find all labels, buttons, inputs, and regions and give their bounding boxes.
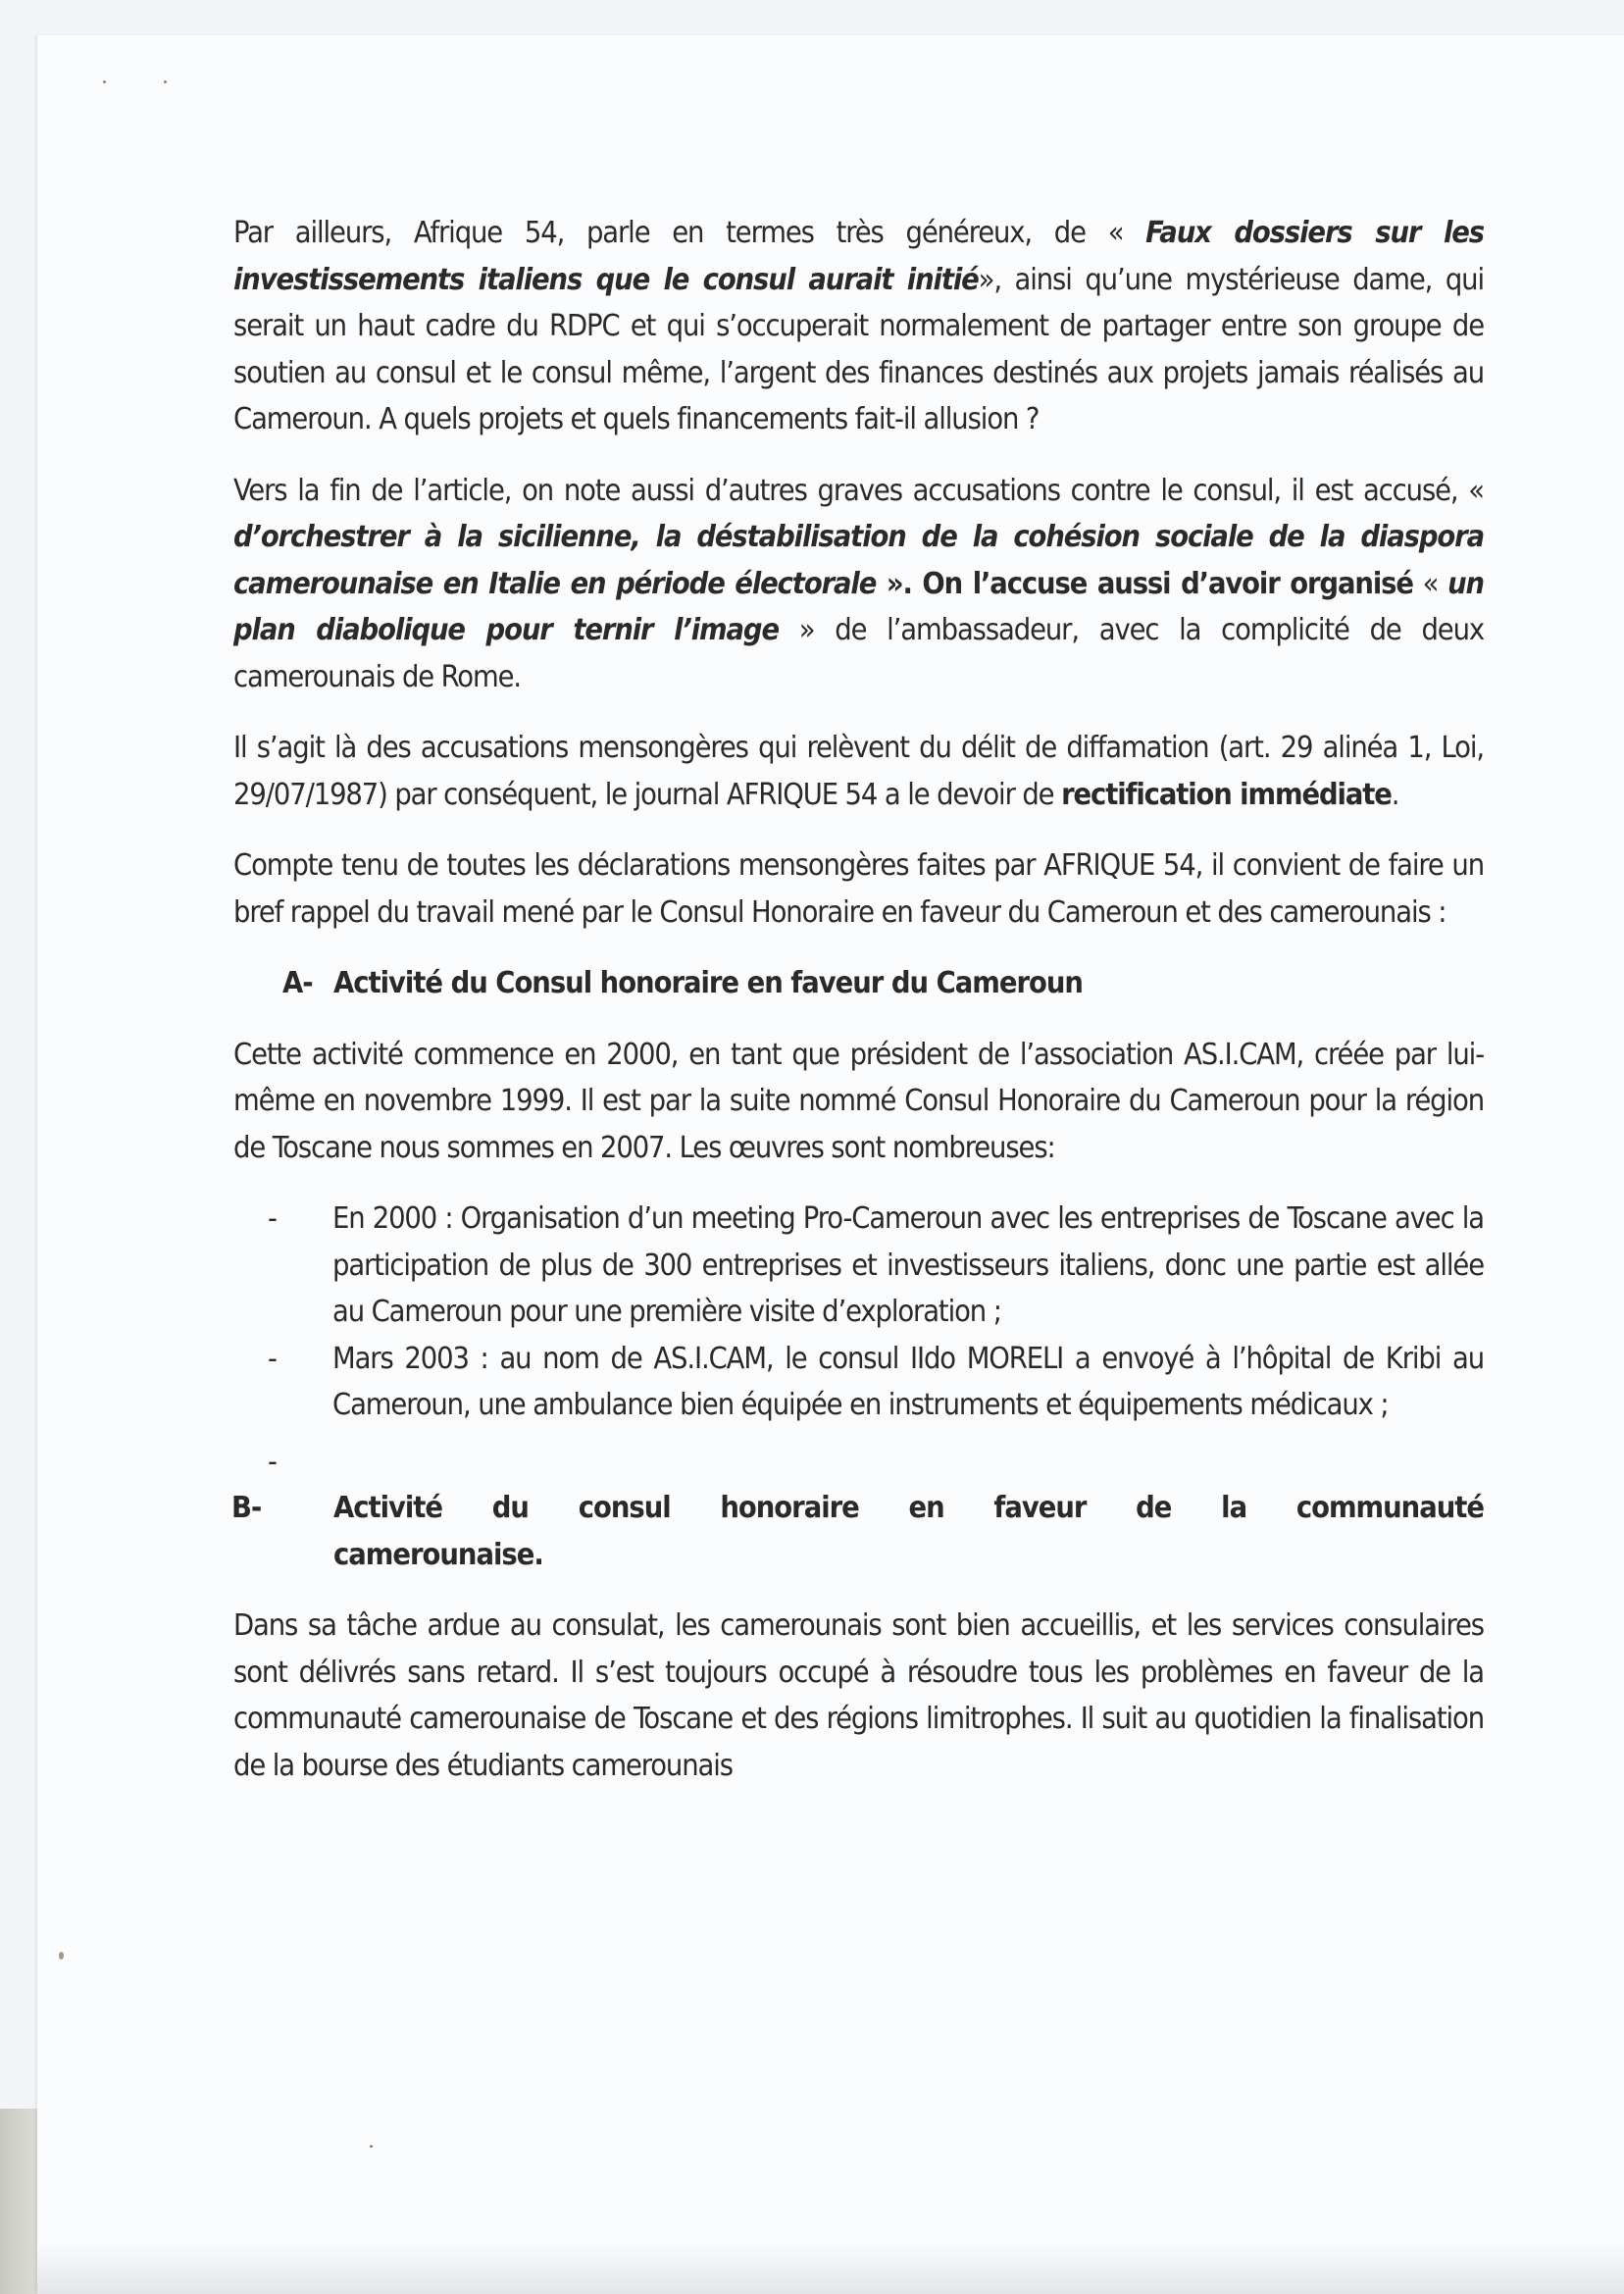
section-title: Activité du consul honoraire en faveur de la communauté camerounaise. [333,1491,1484,1572]
paragraph-community-services: Dans sa tâche ardue au consulat, les camerounais sont bien accueillis, et les services consulaires sont délivrés sans retard. Il s’est toujours occupé à résoudre tous les problèmes en faveur de la communauté camerounaise de Toscane et des régions limitrophes. Il suit au quotidien la finalisation de la bourse des étudiants camerounais [233,1608,1484,1783]
list-item [268,1196,1484,1336]
text: . [1391,777,1399,812]
list-item [268,1336,1484,1429]
scan-speck [59,1952,64,1960]
quoted-claim: Faux dossiers sur les investissements italiens que le consul aurait initié [233,216,1484,297]
section-number: A- [282,966,313,1000]
text: », ainsi qu’une mystérieuse dame, qui serait un haut cadre du RDPC et qui s’occuperait normalement de partager entre son groupe de soutien au consul et le consul même, l’argent des finances destinés aux projets jamais réalisés au Cameroun. A quels projets et quels financements fait-il allusion ? [233,262,1484,436]
section-a-heading [233,960,1484,1007]
list-item-text: En 2000 : Organisation d’un meeting Pro-Cameroun avec les entreprises de Toscane avec la participation de plus de 300 entreprises et investisseurs italiens, donc une partie est allée au Cameroun pour une première visite d’exploration ; [332,1201,1484,1329]
paragraph-activity-start: Cette activité commence en 2000, en tant que président de l’association AS.I.CAM, créée par lui-même en novembre 1999. Il est par la suite nommé Consul Honoraire du Cameroun pour la région de Toscane nous sommes en 2007. Les œuvres sont nombreuses: [233,1037,1484,1165]
bold-text: On l’accuse aussi d’avoir organisé [922,566,1413,601]
dash-bullet: - [268,1444,278,1479]
scan-edge [0,2109,37,2294]
works-list [233,1196,1484,1429]
text: Vers la fin de l’article, on note aussi d’autres graves accusations contre le consul, il est accusé, « [233,473,1484,508]
paragraph-afrique54-claims [233,210,1484,443]
text: Par ailleurs, Afrique 54, parle en termes très généreux, de « [233,216,1146,250]
paragraph-accusations [233,468,1484,701]
scan-speck [370,2145,373,2148]
section-title: Activité du Consul honoraire en faveur du Cameroun [333,966,1083,1000]
quoted-accusation: d’orchestrer à la sicilienne, la déstabilisation de la cohésion sociale de la diaspora camerounaise en Italie en période électorale [233,520,1484,601]
text: ». [876,566,923,601]
quoted-accusation: un plan diabolique pour ternir l’image [233,566,1484,647]
text: » de l’ambassadeur, avec la complicité de deux camerounais de Rome. [233,613,1484,694]
section-b-heading [233,1485,1484,1578]
scan-speck [103,80,106,83]
bold-text: rectification immédiate [1061,777,1392,812]
list-item-text: Mars 2003 : au nom de AS.I.CAM, le consul IIdo MORELI a envoyé à l’hôpital de Kribi au Cameroun, une ambulance bien équipée en instruments et équipements médicaux ; [332,1341,1484,1422]
text: Il s’agit là des accusations mensongères qui relèvent du délit de diffamation (art. 29 alinéa 1, Loi, 29/07/1987) par conséquent, le journal AFRIQUE 54 a le devoir de [233,731,1484,812]
dash-bullet: - [268,1341,277,1376]
document-body [233,210,1484,1813]
paragraph-defamation [233,725,1484,818]
empty-list-item [233,1439,1484,1486]
paragraph-recap-intro: Compte tenu de toutes les déclarations mensongères faites par AFRIQUE 54, il convient de faire un bref rappel du travail mené par le Consul Honoraire en faveur du Cameroun et des camerounais : [233,848,1484,930]
section-number: B- [231,1491,262,1525]
scan-shadow [37,2240,1624,2294]
dash-bullet: - [268,1201,277,1236]
scan-speck [164,80,167,83]
text: « [1412,566,1448,601]
